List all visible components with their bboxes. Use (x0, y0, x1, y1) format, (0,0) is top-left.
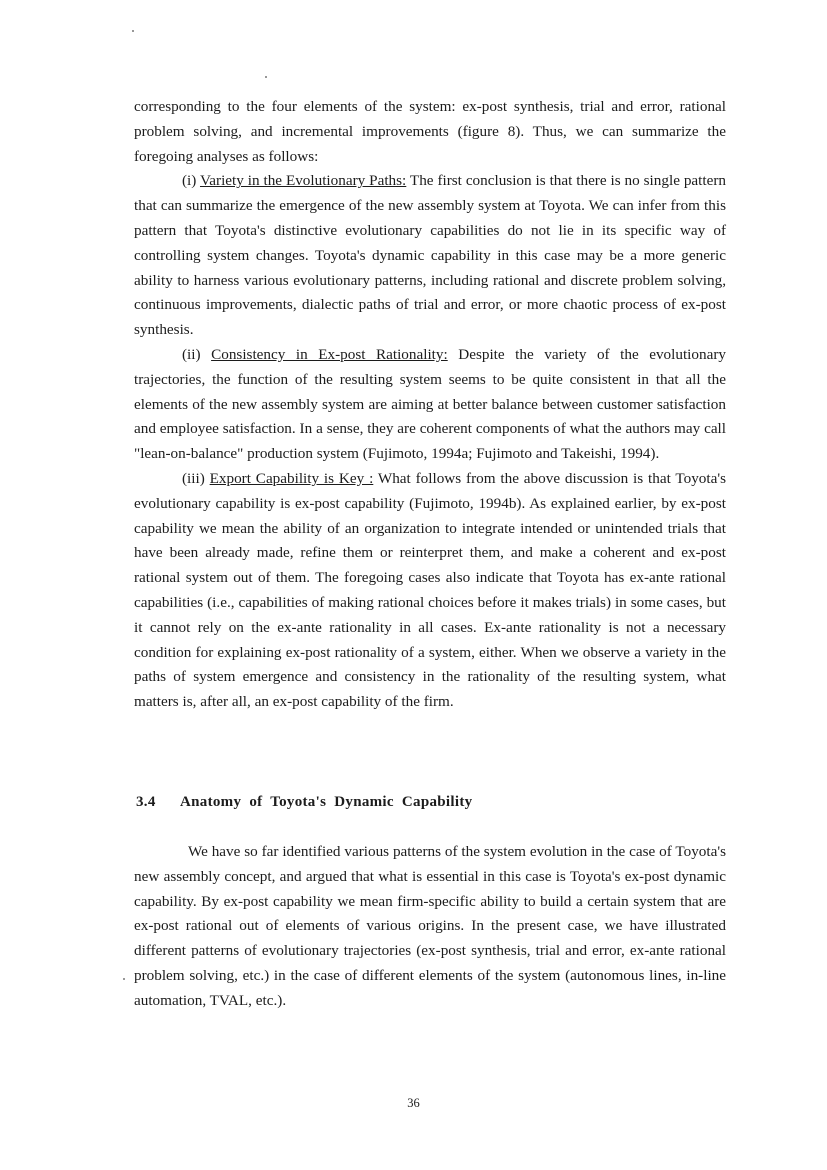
section-paragraph: We have so far identified various patterns of the system evolution in the case of Toyota's new assembly concept, and argued that what is essential in this case is Toyota's ex-post dynamic capability. By ex-post capability we mean firm-specific ability to build a certain system that are ex-post rational out of elements of various origins. In the present case, we have illustrated different patterns of evolutionary trajectories (ex-post synthesis, trial and error, ex-ante rational problem solving, etc.) in the case of different elements of the system (autonomous lines, in-line automation, TVAL, etc.). (134, 843, 726, 1009)
body-text-top (134, 95, 726, 715)
item-consistency-paragraph (134, 343, 726, 467)
item-variety-paragraph (134, 169, 726, 343)
item-body: The first conclusion is that there is no single pattern that can summarize the emergence of the new assembly system at Toyota. We can infer from this pattern that Toyota's distinctive evolutionary capabilities do not lie in its specific way of controlling system changes. Toyota's dynamic capability in this case may be a more generic ability to harness various evolutionary patterns, including rational and discrete problem solving, continuous improvements, dialectic paths of trial and error, or more chaotic process of ex-post synthesis. (134, 172, 727, 339)
intro-paragraph: corresponding to the four elements of the system: ex-post synthesis, trial and error, rational problem solving, and incremental improvements (figure 8). Thus, we can summarize the foregoing analyses as follows: (134, 98, 726, 165)
scan-speck (132, 30, 134, 32)
page-number: 36 (407, 1096, 420, 1110)
item-heading: Export Capability is Key : (209, 469, 374, 487)
section-title: Anatomy of Toyota's Dynamic Capability (180, 794, 473, 810)
item-heading: Consistency in Ex-post Rationality: (211, 345, 448, 363)
scan-speck (123, 978, 125, 980)
item-body: Despite the variety of the evolutionary trajectories, the function of the resulting system seems to be quite consistent in that all the elements of the new assembly system are aiming at better balance between customer satisfaction and employee satisfaction. In a sense, they are coherent components of what the authors may call "lean-on-balance" production system (Fujimoto, 1994a; Fujimoto and Takeishi, 1994). (134, 345, 726, 463)
item-heading: Variety in the Evolutionary Paths: (199, 172, 407, 190)
section-heading (136, 794, 472, 811)
body-text-bottom (134, 840, 726, 1014)
scan-speck (265, 76, 267, 78)
item-number: (i) (182, 172, 200, 190)
item-number: (ii) (182, 345, 212, 363)
section-number: 3.4 (136, 794, 156, 810)
item-body: What follows from the above discussion is that Toyota's evolutionary capability is ex-post capability (Fujimoto, 1994b). As explained earlier, by ex-post capability we mean the ability of an organization to integrate intended or unintended trials that have been already made, refine them or reinterpret them, and make a coherent and ex-post rational system out of them. The foregoing cases also indicate that Toyota has ex-ante rational capabilities (i.e., capabilities of making rational choices before it makes trials) in some cases, but it cannot rely on the ex-ante rationality in all cases. Ex-ante rationality is not a necessary condition for explaining ex-post rationality of a system, either. When we observe a variety in the paths of system emergence and consistency in the rationality of the resulting system, what matters is, after all, an ex-post capability of the firm. (134, 469, 726, 711)
item-number: (iii) (182, 469, 210, 487)
item-capability-paragraph (134, 467, 726, 715)
